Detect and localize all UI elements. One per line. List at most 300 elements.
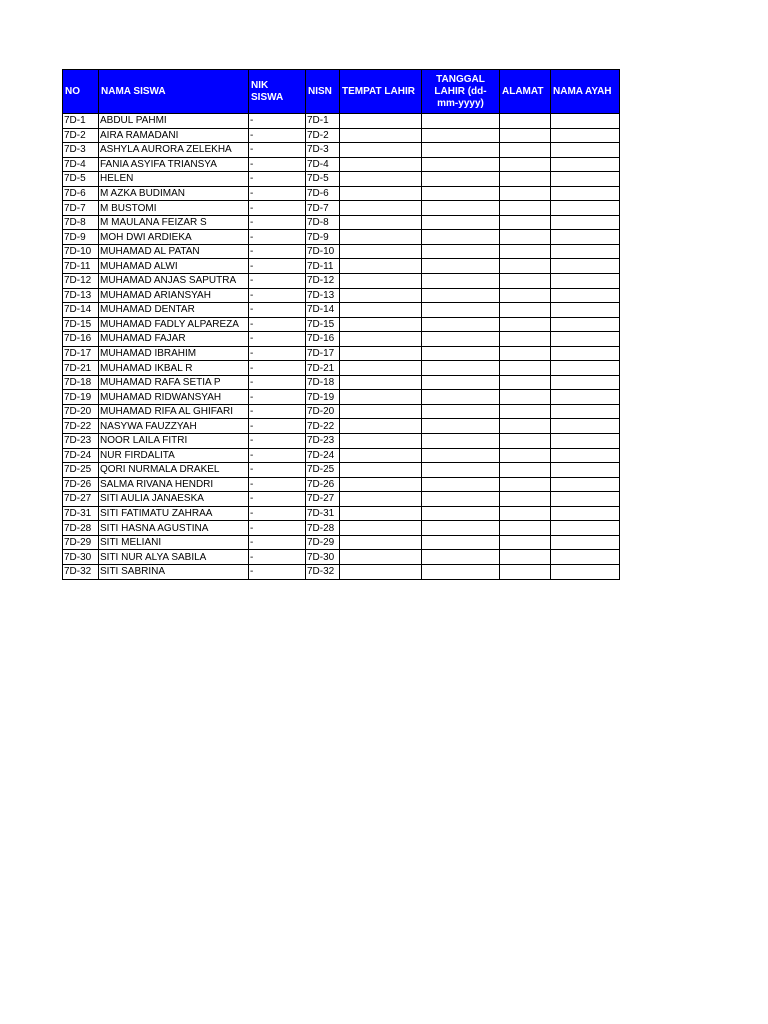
cell-tanggal-lahir[interactable] bbox=[422, 492, 500, 507]
cell-alamat[interactable] bbox=[500, 215, 551, 230]
student-table bbox=[62, 69, 620, 580]
cell-nik-siswa[interactable]: - bbox=[249, 361, 306, 376]
cell-nama-ayah[interactable] bbox=[551, 244, 620, 259]
cell-alamat[interactable] bbox=[500, 564, 551, 579]
cell-nama-siswa[interactable]: M MAULANA FEIZAR S bbox=[99, 215, 249, 230]
cell-no[interactable]: 7D-14 bbox=[63, 303, 99, 318]
cell-nik-siswa[interactable]: - bbox=[249, 521, 306, 536]
cell-nama-siswa[interactable]: MUHAMAD AL PATAN bbox=[99, 244, 249, 259]
cell-nisn[interactable]: 7D-21 bbox=[306, 361, 340, 376]
cell-tanggal-lahir[interactable] bbox=[422, 215, 500, 230]
cell-alamat[interactable] bbox=[500, 550, 551, 565]
cell-tempat-lahir[interactable] bbox=[340, 550, 422, 565]
cell-nama-ayah[interactable] bbox=[551, 448, 620, 463]
cell-alamat[interactable] bbox=[500, 448, 551, 463]
cell-tanggal-lahir[interactable] bbox=[422, 303, 500, 318]
cell-tempat-lahir[interactable] bbox=[340, 114, 422, 129]
cell-nisn[interactable]: 7D-26 bbox=[306, 477, 340, 492]
cell-nama-siswa[interactable]: MUHAMAD IKBAL R bbox=[99, 361, 249, 376]
cell-nama-siswa[interactable]: MUHAMAD ANJAS SAPUTRA bbox=[99, 274, 249, 289]
cell-tanggal-lahir[interactable] bbox=[422, 143, 500, 158]
cell-nama-ayah[interactable] bbox=[551, 521, 620, 536]
cell-nama-siswa[interactable]: MUHAMAD ALWI bbox=[99, 259, 249, 274]
cell-nisn[interactable]: 7D-4 bbox=[306, 157, 340, 172]
cell-nama-ayah[interactable] bbox=[551, 492, 620, 507]
cell-tanggal-lahir[interactable] bbox=[422, 448, 500, 463]
cell-tempat-lahir[interactable] bbox=[340, 128, 422, 143]
cell-no[interactable]: 7D-4 bbox=[63, 157, 99, 172]
cell-nik-siswa[interactable]: - bbox=[249, 535, 306, 550]
cell-nik-siswa[interactable]: - bbox=[249, 463, 306, 478]
table-row bbox=[63, 288, 620, 303]
table-row bbox=[63, 506, 620, 521]
cell-nama-siswa[interactable]: MUHAMAD RIDWANSYAH bbox=[99, 390, 249, 405]
cell-no[interactable]: 7D-20 bbox=[63, 404, 99, 419]
table-row bbox=[63, 448, 620, 463]
cell-nik-siswa[interactable]: - bbox=[249, 477, 306, 492]
header-row bbox=[63, 70, 620, 114]
cell-no[interactable]: 7D-24 bbox=[63, 448, 99, 463]
table-row bbox=[63, 128, 620, 143]
cell-nisn[interactable]: 7D-15 bbox=[306, 317, 340, 332]
cell-tempat-lahir[interactable] bbox=[340, 303, 422, 318]
table-row bbox=[63, 274, 620, 289]
cell-nama-ayah[interactable] bbox=[551, 375, 620, 390]
cell-nama-ayah[interactable] bbox=[551, 201, 620, 216]
cell-nama-siswa[interactable]: SITI FATIMATU ZAHRAA bbox=[99, 506, 249, 521]
cell-nama-ayah[interactable] bbox=[551, 230, 620, 245]
cell-nama-ayah[interactable] bbox=[551, 550, 620, 565]
cell-no[interactable]: 7D-10 bbox=[63, 244, 99, 259]
cell-nisn[interactable]: 7D-32 bbox=[306, 564, 340, 579]
cell-no[interactable]: 7D-12 bbox=[63, 274, 99, 289]
cell-nisn[interactable]: 7D-24 bbox=[306, 448, 340, 463]
cell-nama-siswa[interactable]: SALMA RIVANA HENDRI bbox=[99, 477, 249, 492]
cell-tempat-lahir[interactable] bbox=[340, 157, 422, 172]
cell-tanggal-lahir[interactable] bbox=[422, 259, 500, 274]
cell-alamat[interactable] bbox=[500, 361, 551, 376]
cell-nik-siswa[interactable]: - bbox=[249, 288, 306, 303]
cell-nik-siswa[interactable]: - bbox=[249, 143, 306, 158]
cell-tempat-lahir[interactable] bbox=[340, 521, 422, 536]
cell-tempat-lahir[interactable] bbox=[340, 375, 422, 390]
header-nama-siswa: NAMA SISWA bbox=[99, 70, 249, 114]
cell-tanggal-lahir[interactable] bbox=[422, 332, 500, 347]
cell-tanggal-lahir[interactable] bbox=[422, 375, 500, 390]
cell-alamat[interactable] bbox=[500, 434, 551, 449]
table-row bbox=[63, 114, 620, 129]
cell-nama-siswa[interactable]: NASYWA FAUZZYAH bbox=[99, 419, 249, 434]
cell-nisn[interactable]: 7D-1 bbox=[306, 114, 340, 129]
cell-no[interactable]: 7D-17 bbox=[63, 346, 99, 361]
cell-nik-siswa[interactable]: - bbox=[249, 259, 306, 274]
cell-no[interactable]: 7D-29 bbox=[63, 535, 99, 550]
cell-nama-ayah[interactable] bbox=[551, 186, 620, 201]
cell-tanggal-lahir[interactable] bbox=[422, 230, 500, 245]
cell-nik-siswa[interactable]: - bbox=[249, 172, 306, 187]
cell-tanggal-lahir[interactable] bbox=[422, 477, 500, 492]
cell-nama-ayah[interactable] bbox=[551, 157, 620, 172]
cell-tempat-lahir[interactable] bbox=[340, 274, 422, 289]
cell-tanggal-lahir[interactable] bbox=[422, 274, 500, 289]
cell-tanggal-lahir[interactable] bbox=[422, 346, 500, 361]
cell-nisn[interactable]: 7D-16 bbox=[306, 332, 340, 347]
header-nisn: NISN bbox=[306, 70, 340, 114]
cell-tempat-lahir[interactable] bbox=[340, 201, 422, 216]
cell-nisn[interactable]: 7D-10 bbox=[306, 244, 340, 259]
cell-alamat[interactable] bbox=[500, 143, 551, 158]
cell-alamat[interactable] bbox=[500, 463, 551, 478]
cell-tanggal-lahir[interactable] bbox=[422, 157, 500, 172]
cell-nisn[interactable]: 7D-8 bbox=[306, 215, 340, 230]
cell-nik-siswa[interactable]: - bbox=[249, 492, 306, 507]
cell-no[interactable]: 7D-18 bbox=[63, 375, 99, 390]
cell-tempat-lahir[interactable] bbox=[340, 448, 422, 463]
cell-nama-ayah[interactable] bbox=[551, 172, 620, 187]
cell-nisn[interactable]: 7D-23 bbox=[306, 434, 340, 449]
table-row bbox=[63, 201, 620, 216]
cell-tempat-lahir[interactable] bbox=[340, 434, 422, 449]
cell-nama-siswa[interactable]: M AZKA BUDIMAN bbox=[99, 186, 249, 201]
cell-tempat-lahir[interactable] bbox=[340, 404, 422, 419]
cell-nik-siswa[interactable]: - bbox=[249, 550, 306, 565]
table-row bbox=[63, 564, 620, 579]
cell-nama-ayah[interactable] bbox=[551, 506, 620, 521]
cell-nik-siswa[interactable]: - bbox=[249, 201, 306, 216]
cell-nama-siswa[interactable]: SITI AULIA JANAESKA bbox=[99, 492, 249, 507]
cell-no[interactable]: 7D-28 bbox=[63, 521, 99, 536]
cell-nama-ayah[interactable] bbox=[551, 419, 620, 434]
cell-nik-siswa[interactable]: - bbox=[249, 404, 306, 419]
cell-nama-siswa[interactable]: NUR FIRDALITA bbox=[99, 448, 249, 463]
cell-nama-siswa[interactable]: SITI HASNA AGUSTINA bbox=[99, 521, 249, 536]
cell-nama-ayah[interactable] bbox=[551, 114, 620, 129]
cell-tempat-lahir[interactable] bbox=[340, 259, 422, 274]
cell-alamat[interactable] bbox=[500, 172, 551, 187]
cell-tanggal-lahir[interactable] bbox=[422, 434, 500, 449]
cell-nik-siswa[interactable]: - bbox=[249, 128, 306, 143]
cell-nik-siswa[interactable]: - bbox=[249, 317, 306, 332]
cell-nik-siswa[interactable]: - bbox=[249, 157, 306, 172]
table-row bbox=[63, 230, 620, 245]
cell-alamat[interactable] bbox=[500, 317, 551, 332]
cell-nama-ayah[interactable] bbox=[551, 143, 620, 158]
header-tempat-lahir: TEMPAT LAHIR bbox=[340, 70, 422, 114]
cell-tempat-lahir[interactable] bbox=[340, 463, 422, 478]
table-row bbox=[63, 492, 620, 507]
cell-no[interactable]: 7D-7 bbox=[63, 201, 99, 216]
header-alamat: ALAMAT bbox=[500, 70, 551, 114]
cell-tanggal-lahir[interactable] bbox=[422, 463, 500, 478]
cell-nisn[interactable]: 7D-20 bbox=[306, 404, 340, 419]
cell-nik-siswa[interactable]: - bbox=[249, 215, 306, 230]
table-row bbox=[63, 535, 620, 550]
table-row bbox=[63, 361, 620, 376]
table-row bbox=[63, 346, 620, 361]
cell-nisn[interactable]: 7D-14 bbox=[306, 303, 340, 318]
cell-alamat[interactable] bbox=[500, 128, 551, 143]
table-row bbox=[63, 303, 620, 318]
cell-no[interactable]: 7D-32 bbox=[63, 564, 99, 579]
cell-nisn[interactable]: 7D-7 bbox=[306, 201, 340, 216]
cell-nama-siswa[interactable]: MUHAMAD FADLY ALPAREZA bbox=[99, 317, 249, 332]
cell-alamat[interactable] bbox=[500, 288, 551, 303]
table-row bbox=[63, 404, 620, 419]
cell-tanggal-lahir[interactable] bbox=[422, 564, 500, 579]
cell-tempat-lahir[interactable] bbox=[340, 419, 422, 434]
cell-nik-siswa[interactable]: - bbox=[249, 274, 306, 289]
cell-alamat[interactable] bbox=[500, 114, 551, 129]
cell-nama-siswa[interactable]: MUHAMAD DENTAR bbox=[99, 303, 249, 318]
table-row bbox=[63, 477, 620, 492]
cell-nisn[interactable]: 7D-27 bbox=[306, 492, 340, 507]
cell-tempat-lahir[interactable] bbox=[340, 506, 422, 521]
table-header bbox=[63, 70, 620, 114]
cell-nisn[interactable]: 7D-11 bbox=[306, 259, 340, 274]
cell-nik-siswa[interactable]: - bbox=[249, 375, 306, 390]
cell-tanggal-lahir[interactable] bbox=[422, 288, 500, 303]
table-row bbox=[63, 332, 620, 347]
cell-no[interactable]: 7D-1 bbox=[63, 114, 99, 129]
cell-tempat-lahir[interactable] bbox=[340, 361, 422, 376]
cell-nama-siswa[interactable]: MOH DWI ARDIEKA bbox=[99, 230, 249, 245]
cell-nama-siswa[interactable]: MUHAMAD ARIANSYAH bbox=[99, 288, 249, 303]
cell-tempat-lahir[interactable] bbox=[340, 492, 422, 507]
cell-nisn[interactable]: 7D-22 bbox=[306, 419, 340, 434]
cell-tempat-lahir[interactable] bbox=[340, 332, 422, 347]
cell-tanggal-lahir[interactable] bbox=[422, 550, 500, 565]
header-nik-siswa: NIK SISWA bbox=[249, 70, 306, 114]
table-row bbox=[63, 434, 620, 449]
cell-tempat-lahir[interactable] bbox=[340, 317, 422, 332]
table-row bbox=[63, 143, 620, 158]
cell-alamat[interactable] bbox=[500, 477, 551, 492]
cell-alamat[interactable] bbox=[500, 244, 551, 259]
cell-tempat-lahir[interactable] bbox=[340, 477, 422, 492]
cell-alamat[interactable] bbox=[500, 404, 551, 419]
cell-nama-siswa[interactable]: M BUSTOMI bbox=[99, 201, 249, 216]
cell-alamat[interactable] bbox=[500, 346, 551, 361]
cell-no[interactable]: 7D-2 bbox=[63, 128, 99, 143]
cell-nisn[interactable]: 7D-25 bbox=[306, 463, 340, 478]
header-no: NO bbox=[63, 70, 99, 114]
cell-alamat[interactable] bbox=[500, 303, 551, 318]
cell-tanggal-lahir[interactable] bbox=[422, 128, 500, 143]
cell-alamat[interactable] bbox=[500, 419, 551, 434]
table-row bbox=[63, 390, 620, 405]
cell-nama-ayah[interactable] bbox=[551, 477, 620, 492]
cell-nisn[interactable]: 7D-17 bbox=[306, 346, 340, 361]
cell-nik-siswa[interactable]: - bbox=[249, 448, 306, 463]
cell-nama-ayah[interactable] bbox=[551, 259, 620, 274]
cell-tempat-lahir[interactable] bbox=[340, 172, 422, 187]
cell-alamat[interactable] bbox=[500, 521, 551, 536]
table-row bbox=[63, 259, 620, 274]
cell-nama-ayah[interactable] bbox=[551, 332, 620, 347]
cell-nama-siswa[interactable]: SITI NUR ALYA SABILA bbox=[99, 550, 249, 565]
cell-tempat-lahir[interactable] bbox=[340, 230, 422, 245]
cell-no[interactable]: 7D-16 bbox=[63, 332, 99, 347]
cell-tanggal-lahir[interactable] bbox=[422, 390, 500, 405]
cell-no[interactable]: 7D-26 bbox=[63, 477, 99, 492]
cell-nisn[interactable]: 7D-18 bbox=[306, 375, 340, 390]
cell-nik-siswa[interactable]: - bbox=[249, 230, 306, 245]
cell-nik-siswa[interactable]: - bbox=[249, 434, 306, 449]
cell-alamat[interactable] bbox=[500, 332, 551, 347]
cell-tempat-lahir[interactable] bbox=[340, 215, 422, 230]
cell-no[interactable]: 7D-13 bbox=[63, 288, 99, 303]
cell-nama-siswa[interactable]: MUHAMAD IBRAHIM bbox=[99, 346, 249, 361]
cell-nama-siswa[interactable]: MUHAMAD FAJAR bbox=[99, 332, 249, 347]
cell-alamat[interactable] bbox=[500, 492, 551, 507]
cell-alamat[interactable] bbox=[500, 390, 551, 405]
cell-alamat[interactable] bbox=[500, 230, 551, 245]
cell-nama-siswa[interactable]: SITI MELIANI bbox=[99, 535, 249, 550]
cell-no[interactable]: 7D-11 bbox=[63, 259, 99, 274]
table-row bbox=[63, 186, 620, 201]
cell-nama-siswa[interactable]: AIRA RAMADANI bbox=[99, 128, 249, 143]
cell-nama-ayah[interactable] bbox=[551, 288, 620, 303]
cell-nama-ayah[interactable] bbox=[551, 390, 620, 405]
cell-nisn[interactable]: 7D-12 bbox=[306, 274, 340, 289]
cell-nik-siswa[interactable]: - bbox=[249, 390, 306, 405]
cell-tempat-lahir[interactable] bbox=[340, 288, 422, 303]
cell-alamat[interactable] bbox=[500, 506, 551, 521]
cell-nama-ayah[interactable] bbox=[551, 535, 620, 550]
cell-nama-ayah[interactable] bbox=[551, 215, 620, 230]
cell-alamat[interactable] bbox=[500, 375, 551, 390]
cell-no[interactable]: 7D-3 bbox=[63, 143, 99, 158]
cell-no[interactable]: 7D-22 bbox=[63, 419, 99, 434]
table-row bbox=[63, 244, 620, 259]
cell-nama-siswa[interactable]: SITI SABRINA bbox=[99, 564, 249, 579]
cell-no[interactable]: 7D-30 bbox=[63, 550, 99, 565]
cell-no[interactable]: 7D-15 bbox=[63, 317, 99, 332]
cell-nama-siswa[interactable]: ABDUL PAHMI bbox=[99, 114, 249, 129]
cell-tanggal-lahir[interactable] bbox=[422, 186, 500, 201]
cell-no[interactable]: 7D-9 bbox=[63, 230, 99, 245]
cell-tempat-lahir[interactable] bbox=[340, 535, 422, 550]
cell-nama-ayah[interactable] bbox=[551, 404, 620, 419]
cell-tanggal-lahir[interactable] bbox=[422, 535, 500, 550]
table-row bbox=[63, 375, 620, 390]
cell-no[interactable]: 7D-19 bbox=[63, 390, 99, 405]
cell-tanggal-lahir[interactable] bbox=[422, 361, 500, 376]
cell-tempat-lahir[interactable] bbox=[340, 186, 422, 201]
cell-nama-ayah[interactable] bbox=[551, 317, 620, 332]
table-body bbox=[63, 114, 620, 580]
cell-nisn[interactable]: 7D-5 bbox=[306, 172, 340, 187]
cell-tempat-lahir[interactable] bbox=[340, 244, 422, 259]
cell-nisn[interactable]: 7D-6 bbox=[306, 186, 340, 201]
cell-nik-siswa[interactable]: - bbox=[249, 346, 306, 361]
cell-nisn[interactable]: 7D-13 bbox=[306, 288, 340, 303]
cell-no[interactable]: 7D-6 bbox=[63, 186, 99, 201]
cell-nama-siswa[interactable]: MUHAMAD RIFA AL GHIFARI bbox=[99, 404, 249, 419]
cell-tanggal-lahir[interactable] bbox=[422, 521, 500, 536]
cell-alamat[interactable] bbox=[500, 274, 551, 289]
cell-tanggal-lahir[interactable] bbox=[422, 114, 500, 129]
cell-nisn[interactable]: 7D-9 bbox=[306, 230, 340, 245]
cell-no[interactable]: 7D-8 bbox=[63, 215, 99, 230]
cell-no[interactable]: 7D-31 bbox=[63, 506, 99, 521]
cell-no[interactable]: 7D-27 bbox=[63, 492, 99, 507]
cell-no[interactable]: 7D-21 bbox=[63, 361, 99, 376]
header-nama-ayah: NAMA AYAH bbox=[551, 70, 620, 114]
cell-tanggal-lahir[interactable] bbox=[422, 244, 500, 259]
cell-nama-siswa[interactable]: MUHAMAD RAFA SETIA P bbox=[99, 375, 249, 390]
cell-nama-ayah[interactable] bbox=[551, 303, 620, 318]
cell-no[interactable]: 7D-23 bbox=[63, 434, 99, 449]
cell-nisn[interactable]: 7D-28 bbox=[306, 521, 340, 536]
header-tanggal-lahir: TANGGAL LAHIR (dd-mm-yyyy) bbox=[422, 70, 500, 114]
cell-alamat[interactable] bbox=[500, 157, 551, 172]
cell-nik-siswa[interactable]: - bbox=[249, 303, 306, 318]
cell-tempat-lahir[interactable] bbox=[340, 564, 422, 579]
table-row bbox=[63, 157, 620, 172]
cell-nama-siswa[interactable]: NOOR LAILA FITRI bbox=[99, 434, 249, 449]
cell-tempat-lahir[interactable] bbox=[340, 143, 422, 158]
table-row bbox=[63, 419, 620, 434]
cell-tanggal-lahir[interactable] bbox=[422, 172, 500, 187]
cell-alamat[interactable] bbox=[500, 201, 551, 216]
cell-nama-ayah[interactable] bbox=[551, 434, 620, 449]
table-row bbox=[63, 317, 620, 332]
cell-tanggal-lahir[interactable] bbox=[422, 404, 500, 419]
cell-tempat-lahir[interactable] bbox=[340, 346, 422, 361]
cell-nama-ayah[interactable] bbox=[551, 463, 620, 478]
cell-nama-ayah[interactable] bbox=[551, 361, 620, 376]
cell-nama-ayah[interactable] bbox=[551, 274, 620, 289]
table-row bbox=[63, 463, 620, 478]
cell-nama-ayah[interactable] bbox=[551, 346, 620, 361]
cell-nisn[interactable]: 7D-29 bbox=[306, 535, 340, 550]
cell-tanggal-lahir[interactable] bbox=[422, 201, 500, 216]
table-row bbox=[63, 550, 620, 565]
cell-alamat[interactable] bbox=[500, 186, 551, 201]
cell-no[interactable]: 7D-25 bbox=[63, 463, 99, 478]
cell-tanggal-lahir[interactable] bbox=[422, 317, 500, 332]
cell-nik-siswa[interactable]: - bbox=[249, 114, 306, 129]
cell-nisn[interactable]: 7D-31 bbox=[306, 506, 340, 521]
cell-nama-siswa[interactable]: FANIA ASYIFA TRIANSYA bbox=[99, 157, 249, 172]
cell-no[interactable]: 7D-5 bbox=[63, 172, 99, 187]
table-row bbox=[63, 521, 620, 536]
cell-nik-siswa[interactable]: - bbox=[249, 419, 306, 434]
cell-nisn[interactable]: 7D-2 bbox=[306, 128, 340, 143]
cell-nik-siswa[interactable]: - bbox=[249, 244, 306, 259]
cell-tanggal-lahir[interactable] bbox=[422, 506, 500, 521]
cell-nisn[interactable]: 7D-19 bbox=[306, 390, 340, 405]
cell-nisn[interactable]: 7D-30 bbox=[306, 550, 340, 565]
cell-nik-siswa[interactable]: - bbox=[249, 332, 306, 347]
cell-alamat[interactable] bbox=[500, 535, 551, 550]
cell-nik-siswa[interactable]: - bbox=[249, 506, 306, 521]
cell-nik-siswa[interactable]: - bbox=[249, 186, 306, 201]
table-row bbox=[63, 215, 620, 230]
cell-tempat-lahir[interactable] bbox=[340, 390, 422, 405]
table-row bbox=[63, 172, 620, 187]
cell-nik-siswa[interactable]: - bbox=[249, 564, 306, 579]
cell-nisn[interactable]: 7D-3 bbox=[306, 143, 340, 158]
cell-nama-siswa[interactable]: ASHYLA AURORA ZELEKHA bbox=[99, 143, 249, 158]
cell-nama-ayah[interactable] bbox=[551, 128, 620, 143]
cell-nama-siswa[interactable]: QORI NURMALA DRAKEL bbox=[99, 463, 249, 478]
cell-tanggal-lahir[interactable] bbox=[422, 419, 500, 434]
cell-nama-ayah[interactable] bbox=[551, 564, 620, 579]
cell-nama-siswa[interactable]: HELEN bbox=[99, 172, 249, 187]
cell-alamat[interactable] bbox=[500, 259, 551, 274]
